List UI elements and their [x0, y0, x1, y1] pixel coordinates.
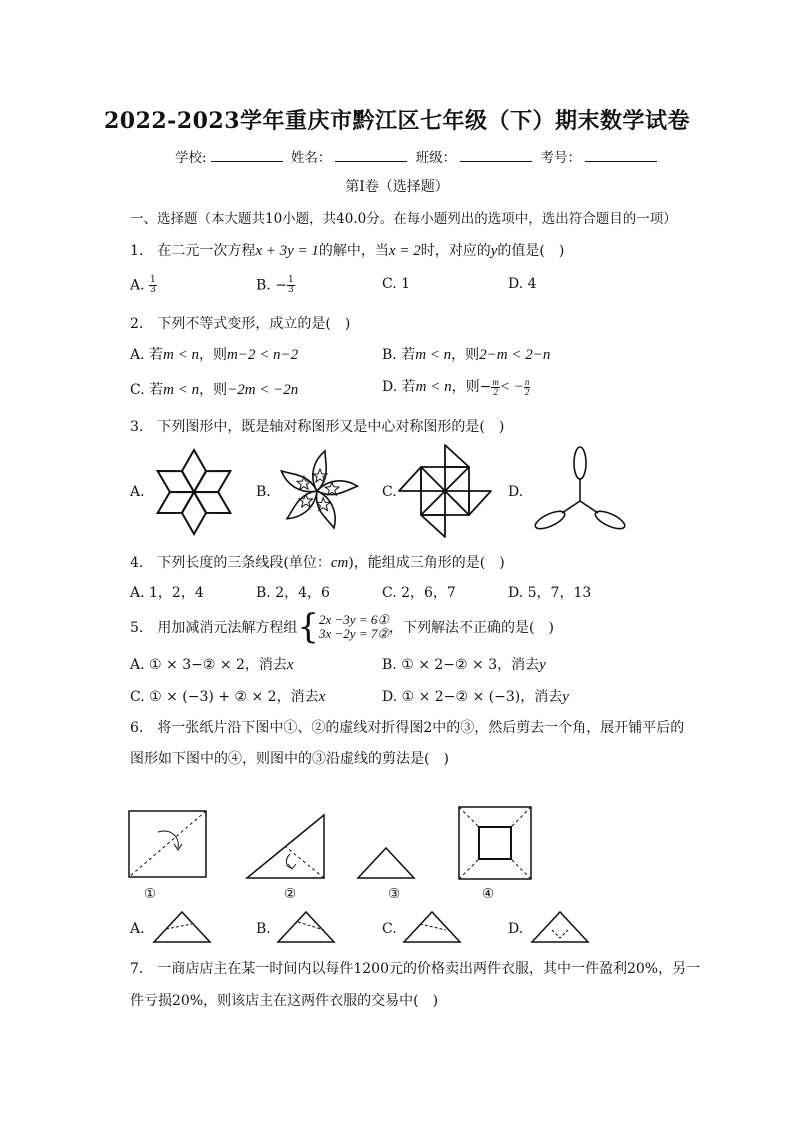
q2-option-a[interactable]: A. 若m < n，则m−2 < n−2 — [130, 347, 299, 363]
question-2: 2. 下列不等式变形，成立的是( ) — [130, 316, 351, 332]
section-heading: 一、选择题（本大题共10小题，共40.0分。在每小题列出的选项中，选出符合题目的一项） — [130, 211, 677, 227]
q5-option-a[interactable]: A. ① × 3−② × 2，消去x — [130, 657, 294, 673]
q6-label-4: ④ — [482, 886, 495, 902]
q6-figure-3-small-triangle — [356, 846, 416, 880]
q4-option-d[interactable]: D. 5，7，13 — [508, 585, 592, 601]
q1-equation: x + 3y = 1 — [255, 243, 319, 259]
q1-text-post: 时，对应的 — [420, 243, 491, 259]
q1-text-pre: 1. 在二元一次方程 — [130, 243, 256, 259]
school-blank[interactable] — [211, 149, 283, 162]
question-7-line2: 件亏损20%，则该店主在这两件衣服的交易中( ) — [130, 993, 439, 1009]
q1-option-d[interactable]: D. 4 — [508, 276, 537, 292]
class-blank[interactable] — [460, 149, 532, 162]
q1-option-a[interactable] — [130, 276, 157, 295]
q3-figure-c-windmill — [398, 444, 492, 538]
q5-option-b[interactable]: B. ① × 2−② × 3，消去y — [382, 657, 546, 673]
question-7-line1: 7. 一商店店主在某一时间内以每件1200元的价格卖出两件衣服，其中一件盈利20%，另一 — [130, 961, 701, 977]
q6-option-c-figure — [402, 910, 462, 944]
q3-option-b[interactable]: B. — [256, 484, 271, 500]
q3-option-c[interactable]: C. — [382, 484, 397, 500]
q2-option-c[interactable]: C. 若m < n，则−2m < −2n — [130, 382, 299, 398]
q6-figure-4-unfolded — [458, 806, 532, 880]
q1-option-c[interactable]: C. 1 — [382, 276, 411, 292]
q6-option-a-figure — [152, 910, 212, 944]
student-info-line — [175, 146, 661, 166]
q6-label-2: ② — [284, 886, 297, 902]
question-5: 5. 用加减消元法解方程组{ 2x −3y = 6① 3x −2y = 7② ，下列解法不正确的是( ) — [130, 607, 554, 647]
q5-system: 2x −3y = 6① 3x −2y = 7② — [319, 612, 389, 641]
q5-option-d[interactable]: D. ① × 2−② × (−3)，消去y — [382, 689, 569, 705]
name-blank[interactable] — [335, 149, 407, 162]
q6-label-1: ① — [144, 886, 157, 902]
q6-option-a[interactable]: A. — [130, 921, 145, 937]
q1-b-fraction: $\frac{1}{3}$ — [287, 275, 294, 295]
class-label: 班级： — [415, 150, 457, 166]
q4-option-a[interactable]: A. 1，2，4 — [130, 585, 204, 601]
q3-figure-b-pinwheel — [274, 448, 360, 534]
q6-option-c[interactable]: C. — [382, 921, 397, 937]
q2-option-d[interactable]: D. 若m < n，则− $\frac{m}{2}$ < − $\frac{n}{2}$ — [382, 376, 530, 397]
q1-b-sign: − — [275, 277, 287, 294]
q3-option-a[interactable]: A. — [130, 484, 145, 500]
q3-figure-a-star — [150, 448, 238, 536]
q1-a-label: A. — [130, 277, 145, 294]
q6-figure-1-square — [128, 810, 208, 880]
q3-figure-d-tripod — [528, 446, 632, 536]
q1-b-label: B. — [256, 277, 271, 294]
q1-condition: x = 2 — [388, 243, 421, 259]
page-title: 2022-2023学年重庆市黔江区七年级（下）期末数学试卷 — [103, 108, 691, 134]
q4-option-c[interactable]: C. 2，6，7 — [382, 585, 456, 601]
volume-heading: 第I卷（选择题） — [345, 179, 449, 195]
number-label: 考号： — [540, 150, 581, 166]
q5-brace: { — [297, 607, 319, 647]
q6-figure-2-triangle — [246, 814, 326, 880]
question-4: 4. 下列长度的三条线段(单位：cm)，能组成三角形的是( ) — [130, 555, 505, 571]
question-1 — [130, 240, 564, 260]
school-label: 学校: — [175, 150, 207, 166]
q6-option-b[interactable]: B. — [256, 921, 271, 937]
q5-option-c[interactable]: C. ① × (−3) + ② × 2，消去x — [130, 689, 326, 705]
q6-option-d[interactable]: D. — [508, 921, 524, 937]
q6-option-d-figure — [530, 910, 590, 944]
question-6-line1: 6. 将一张纸片沿下图中①、②的虚线对折得图2中的③，然后剪去一个角，展开铺平后的 — [130, 720, 685, 736]
q6-option-b-figure — [276, 910, 336, 944]
number-blank[interactable] — [585, 149, 657, 162]
q1-text-end: 的值是( ) — [497, 243, 565, 259]
q1-text-mid: 的解中，当 — [318, 243, 389, 259]
q1-variable: y — [490, 243, 498, 259]
question-3: 3. 下列图形中，既是轴对称图形又是中心对称图形的是( ) — [130, 419, 505, 435]
q4-option-b[interactable]: B. 2，4，6 — [256, 585, 330, 601]
q2-option-b[interactable]: B. 若m < n，则2−m < 2−n — [382, 347, 551, 363]
q1-option-b[interactable] — [256, 276, 295, 295]
q6-label-3: ③ — [388, 886, 401, 902]
question-6-line2: 图形如下图中的④，则图中的③沿虚线的剪法是( ) — [130, 751, 449, 767]
q3-option-d[interactable]: D. — [508, 484, 524, 500]
name-label: 姓名： — [290, 150, 332, 166]
q1-a-fraction: $\frac{1}{3}$ — [150, 275, 156, 295]
